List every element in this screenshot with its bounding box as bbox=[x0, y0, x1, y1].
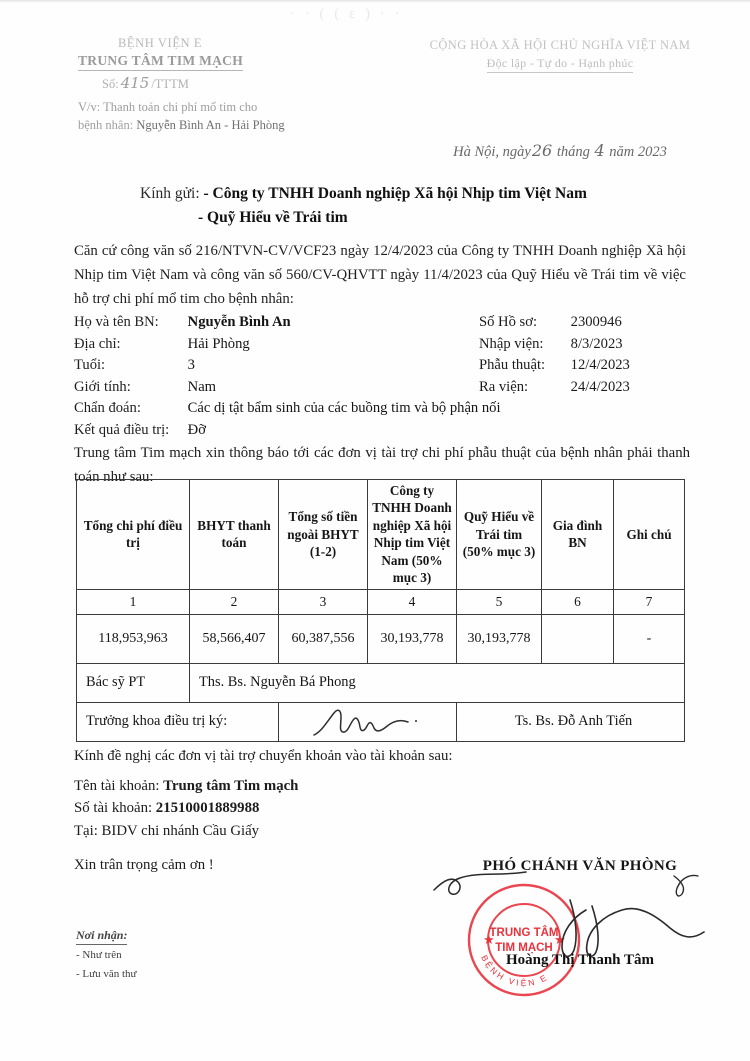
address-value: Hải Phòng bbox=[187, 335, 250, 352]
bank-label: Tại: bbox=[74, 822, 98, 839]
patient-row-diagnosis bbox=[74, 398, 690, 420]
record-label: Số Hồ sơ: bbox=[479, 314, 537, 330]
header-total-cost: Tổng chi phí điều trị bbox=[77, 480, 190, 590]
signer-name: Hoàng Thị Thanh Tâm bbox=[506, 952, 654, 968]
diagnosis-value: Các dị tật bẩm sinh của các buồng tim và bộ phận nối bbox=[187, 400, 501, 416]
document-header bbox=[0, 36, 750, 160]
patient-record bbox=[479, 312, 622, 334]
patient-row-address bbox=[74, 334, 690, 356]
scan-noise-artifact: · · ( ( ɛ ) · · bbox=[290, 6, 403, 22]
patient-row-name bbox=[74, 312, 690, 334]
document-number-prefix: Số: bbox=[102, 77, 119, 91]
header-insurance-paid: BHYT thanh toán bbox=[190, 480, 279, 590]
record-value: 2300946 bbox=[570, 314, 622, 330]
footer-recipients-title: Nơi nhận: bbox=[76, 928, 127, 945]
head-doctor-name: Ts. Bs. Đỗ Anh Tiến bbox=[457, 702, 685, 741]
header-patient-family: Gia đình BN bbox=[542, 480, 614, 590]
official-seal-stamp-icon bbox=[462, 878, 586, 1002]
account-number-label: Số tài khoản: bbox=[74, 800, 153, 817]
stamp-inner-line-1: TRUNG TÂM bbox=[489, 927, 559, 939]
date-line bbox=[400, 141, 720, 161]
national-title: CỘNG HÒA XÃ HỘI CHỦ NGHĨA VIỆT NAM bbox=[429, 38, 691, 52]
diagnosis-label: Chẩn đoán: bbox=[74, 400, 141, 416]
surgeon-name: Ths. Bs. Nguyễn Bá Phong bbox=[190, 663, 685, 702]
table-row-surgeon bbox=[77, 663, 685, 702]
table-row-head-doctor bbox=[77, 702, 685, 741]
header-outside-insurance: Tổng số tiền ngoài BHYT (1-2) bbox=[279, 480, 368, 590]
patient-row-result bbox=[74, 420, 690, 442]
colnum-7: 7 bbox=[614, 589, 685, 614]
handwritten-signature-icon bbox=[308, 705, 428, 739]
gender-value: Nam bbox=[187, 378, 217, 395]
value-fund-trai-tim: 30,193,778 bbox=[457, 614, 542, 663]
recipient-item-2: - Quỹ Hiểu về Trái tim bbox=[198, 209, 348, 227]
document-number bbox=[102, 74, 388, 92]
bank-intro: Kính đề nghị các đơn vị tài trợ chuyển khoản vào tài khoản sau: bbox=[74, 748, 453, 764]
value-total-cost: 118,953,963 bbox=[77, 614, 190, 663]
scan-edge-artifact bbox=[0, 0, 750, 3]
table-row bbox=[77, 614, 685, 663]
result-label: Kết quả điều trị: bbox=[74, 421, 170, 438]
address-label: Địa chỉ: bbox=[74, 335, 121, 352]
table-header-row bbox=[77, 480, 685, 590]
stamp-outer-text: BỆNH VIỆN E bbox=[479, 953, 551, 989]
bank-value: BIDV chi nhánh Cầu Giấy bbox=[101, 822, 260, 839]
organization-block bbox=[78, 36, 388, 134]
notice-paragraph: Trung tâm Tim mạch xin thông báo tới các đơn vị tài trợ chi phí phẫu thuật của bệnh nhân phải thanh toán như sau: bbox=[74, 445, 690, 485]
age-value: 3 bbox=[187, 357, 195, 373]
surgery-label: Phẫu thuật: bbox=[479, 357, 546, 373]
admission-label: Nhập viện: bbox=[479, 335, 544, 352]
bank-branch-row bbox=[74, 820, 690, 842]
date-day: 26 bbox=[531, 141, 553, 160]
header-notes: Ghi chú bbox=[614, 480, 685, 590]
signer-title: PHÓ CHÁNH VĂN PHÒNG bbox=[482, 858, 678, 874]
recipient-row-1 bbox=[140, 182, 710, 206]
recipients-block bbox=[140, 182, 710, 231]
footer-recipient-item-2: - Lưu văn thư bbox=[76, 967, 137, 980]
table-column-number-row bbox=[77, 589, 685, 614]
date-year: 2023 bbox=[637, 144, 667, 160]
stamp-inner-line-2: TIM MẠCH bbox=[495, 942, 553, 954]
svg-text:★: ★ bbox=[554, 932, 566, 947]
colnum-1: 1 bbox=[77, 589, 190, 614]
value-insurance-paid: 58,566,407 bbox=[190, 614, 279, 663]
admission-value: 8/3/2023 bbox=[570, 335, 623, 352]
colnum-6: 6 bbox=[542, 589, 614, 614]
gender-label: Giới tính: bbox=[74, 378, 131, 395]
recipient-item-1: - Công ty TNHH Doanh nghiệp Xã hội Nhịp tim Việt Nam bbox=[203, 185, 587, 202]
head-doctor-label: Trưởng khoa điều trị ký: bbox=[77, 702, 279, 741]
patient-surgery bbox=[479, 355, 630, 377]
patient-name-label: Họ và tên BN: bbox=[74, 314, 159, 330]
bank-account-name-row bbox=[74, 775, 690, 797]
patient-row-gender bbox=[74, 377, 690, 399]
thanks-line: Xin trân trọng cảm ơn ! bbox=[74, 857, 214, 874]
bank-details-block bbox=[74, 748, 690, 874]
document-subject bbox=[78, 98, 388, 134]
head-doctor-signature bbox=[279, 702, 457, 741]
discharge-label: Ra viện: bbox=[479, 378, 529, 395]
account-name-label: Tên tài khoản: bbox=[74, 778, 160, 794]
svg-text:★: ★ bbox=[483, 932, 495, 947]
surgeon-label: Bác sỹ PT bbox=[77, 663, 190, 702]
value-company-nhip-tim: 30,193,778 bbox=[368, 614, 457, 663]
date-place: Hà Nội, ngày bbox=[453, 144, 531, 160]
account-number-value: 21510001889988 bbox=[155, 800, 260, 817]
subject-line-1: Thanh toán chi phí mổ tim cho bbox=[103, 100, 258, 114]
footer-recipients-block bbox=[76, 928, 137, 982]
patient-discharge bbox=[479, 377, 630, 399]
colnum-5: 5 bbox=[457, 589, 542, 614]
value-notes: - bbox=[614, 614, 685, 663]
discharge-value: 24/4/2023 bbox=[570, 378, 630, 395]
date-year-label: năm bbox=[609, 144, 635, 160]
date-month-label: tháng bbox=[556, 144, 590, 160]
colnum-3: 3 bbox=[279, 589, 368, 614]
footer-recipient-item-1: - Như trên bbox=[76, 949, 122, 961]
colnum-2: 2 bbox=[190, 589, 279, 614]
colnum-4: 4 bbox=[368, 589, 457, 614]
subject-patient: Nguyễn Bình An - Hải Phòng bbox=[136, 118, 285, 133]
patient-row-age bbox=[74, 355, 690, 377]
national-motto: Độc lập - Tự do - Hạnh phúc bbox=[487, 56, 634, 73]
intro-paragraph: Căn cứ công văn số 216/NTVN-CV/VCF23 ngày 12/4/2023 của Công ty TNHH Doanh nghiệp Xã hội Nhịp tim Việt Nam và công văn số 560/CV-QHVTT ngày 11/4/2023 của Quỹ Hiểu về Trái tim về việc hỗ trợ chi phí mổ tim cho bệnh nhân: bbox=[74, 243, 686, 307]
result-value: Đỡ bbox=[187, 421, 206, 438]
subject-line-2-label: bệnh nhân: bbox=[78, 118, 134, 133]
document-number-suffix: /TTTM bbox=[151, 77, 189, 91]
age-label: Tuổi: bbox=[74, 357, 106, 373]
document-number-handwritten: 415 bbox=[120, 74, 150, 92]
subject-label: V/v: bbox=[78, 100, 101, 114]
hospital-name: BỆNH VIỆN E bbox=[118, 36, 203, 50]
signature-block bbox=[440, 858, 720, 989]
date-month: 4 bbox=[594, 141, 605, 160]
header-fund-trai-tim: Quỹ Hiểu về Trái tim (50% mục 3) bbox=[457, 480, 542, 590]
patient-admission bbox=[479, 334, 623, 356]
national-header bbox=[400, 38, 720, 73]
patient-info-block bbox=[74, 312, 690, 441]
recipients-label: Kính gửi: bbox=[140, 185, 200, 202]
value-outside-insurance: 60,387,556 bbox=[279, 614, 368, 663]
value-patient-family bbox=[542, 614, 614, 663]
bank-account-number-row bbox=[74, 797, 690, 819]
center-name: TRUNG TÂM TIM MẠCH bbox=[78, 53, 243, 71]
surgery-value: 12/4/2023 bbox=[570, 357, 630, 373]
account-name-value: Trung tâm Tim mạch bbox=[163, 778, 299, 794]
patient-name-value: Nguyễn Bình An bbox=[187, 314, 291, 330]
header-company-nhip-tim: Công ty TNHH Doanh nghiệp Xã hội Nhịp tim Việt Nam (50% mục 3) bbox=[368, 480, 457, 590]
cost-table bbox=[76, 479, 685, 742]
recipient-row-2 bbox=[140, 206, 710, 230]
